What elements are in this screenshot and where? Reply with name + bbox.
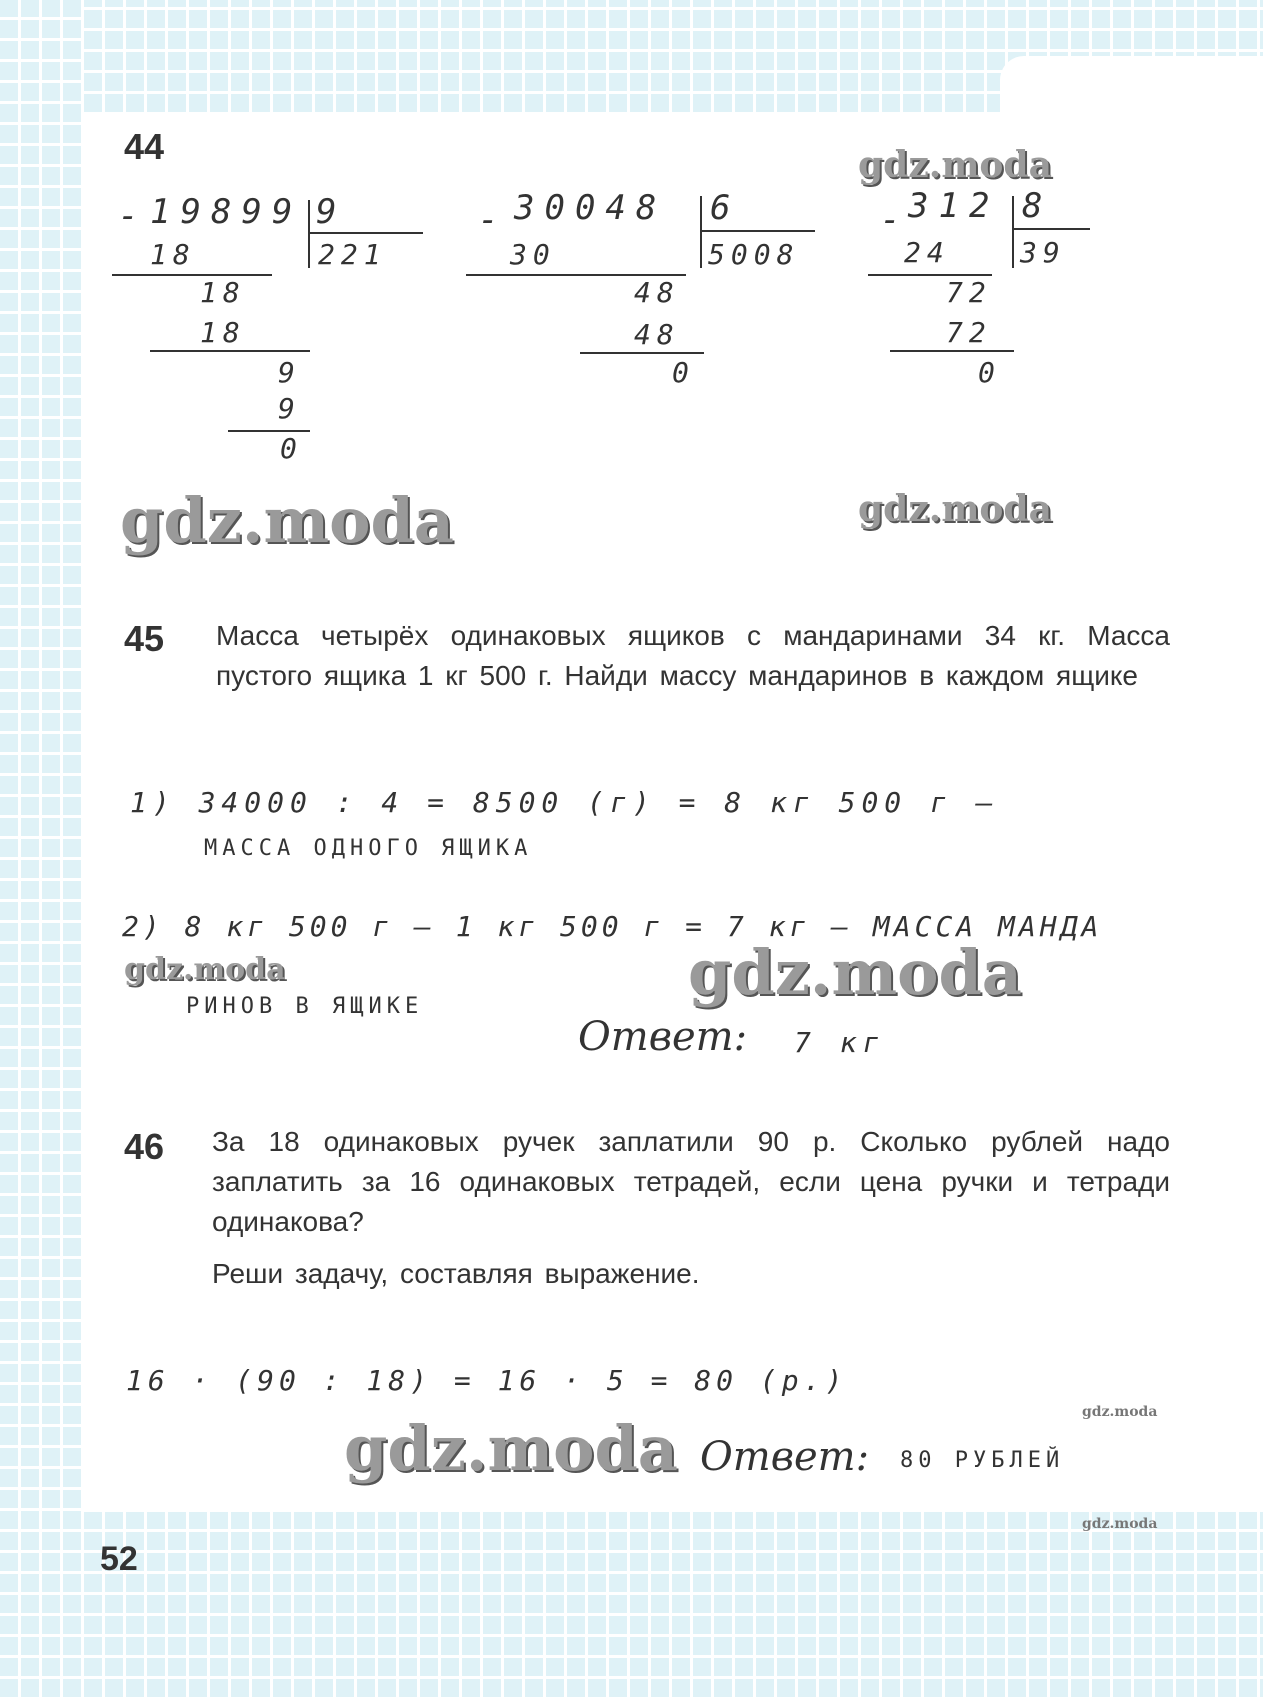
div3-dividend: 312 [908,186,1000,226]
task-45-number: 45 [124,618,165,659]
div3-quotient: 39 [1020,236,1066,269]
task-45-condition: Масса четырёх одинаковых ящиков с мандаринами 34 кг. Масса пустого ящика 1 кг 500 г. Найди массу мандаринов в каждом ящике [216,620,1170,691]
div3-step-2: 72 [946,276,992,309]
div2-step-3: 48 [634,318,680,351]
div2-step-2: 48 [634,276,680,309]
watermark: gdz.moda [344,1412,678,1485]
watermark: gdz.moda [124,952,286,987]
div1-step-4: 9 [278,356,301,389]
div2-step-1: 30 [510,238,556,271]
grid-frame-bottom [0,1512,1263,1697]
task-46-instruction: Реши задачу, составляя выражение. [212,1258,700,1289]
watermark: gdz.moda [858,144,1052,186]
task-45-answer-value: 7 кг [794,1026,886,1059]
div3-step-1: 24 [904,236,950,269]
task-45-step-1-caption: МАССА ОДНОГО ЯЩИКА [204,836,533,861]
div1-step-5: 9 [278,392,301,425]
div2-divisor: 6 [710,188,741,228]
task-45-step-2: 2) 8 кг 500 г – 1 кг 500 г = 7 кг – МАССА МАНДА [122,910,1103,943]
watermark: gdz.moda [1082,1404,1158,1420]
grid-frame-left [0,0,84,1697]
div1-step-1: 18 [150,238,196,271]
div2-minus: - [478,200,509,240]
watermark: gdz.moda [120,484,454,557]
task-46-answer-label: Ответ: [700,1434,870,1480]
div3-divisor: 8 [1022,186,1053,226]
task-46-answer-value: 80 РУБЛЕЙ [900,1448,1065,1473]
div1-step-3: 18 [200,316,246,349]
div1-step-6: 0 [280,432,303,465]
watermark: gdz.moda [688,936,1022,1009]
page-number: 52 [100,1540,138,1578]
div1-divisor: 9 [316,192,347,232]
div2-dividend: 30048 [514,188,667,228]
task-46-text [212,1122,1170,1294]
task-45-text [216,616,1170,696]
div3-step-3: 72 [946,316,992,349]
task-45-answer-label: Ответ: [578,1014,748,1060]
div2-quotient: 5008 [708,238,800,271]
task-46-number: 46 [124,1126,165,1167]
watermark: gdz.moda [1082,1516,1158,1532]
div1-minus: - [118,196,149,236]
div2-step-4: 0 [672,356,695,389]
task-45-step-2-caption: РИНОВ В ЯЩИКЕ [186,994,424,1019]
task-45-step-1: 1) 34000 : 4 = 8500 (г) = 8 кг 500 г – [130,786,999,819]
task-46-condition: За 18 одинаковых ручек заплатили 90 р. Сколько рублей надо заплатить за 16 одинаковых тетрадей, если цена ручки и тетради одинакова? [212,1126,1170,1237]
task-46-solution: 16 · (90 : 18) = 16 · 5 = 80 (р.) [126,1364,848,1397]
div1-step-2: 18 [200,276,246,309]
div3-minus: - [880,200,911,240]
div1-dividend: 19899 [150,192,303,232]
task-44-number: 44 [124,126,165,167]
paper-tab [1000,56,1263,116]
div1-quotient: 221 [318,238,387,271]
watermark: gdz.moda [858,488,1052,530]
div3-step-4: 0 [978,356,1001,389]
